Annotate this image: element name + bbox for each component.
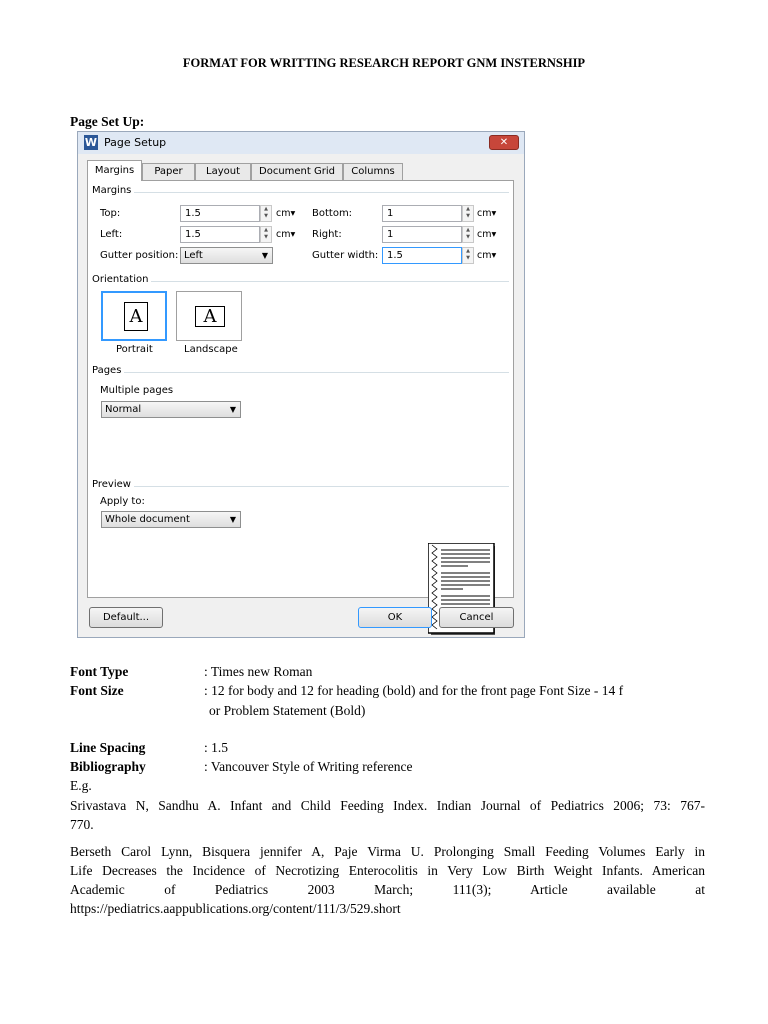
margins-panel xyxy=(87,180,514,598)
orientation-group-line xyxy=(92,281,509,282)
gutter-unit[interactable]: cm▾ xyxy=(477,250,497,261)
spec-value: : Times new Roman xyxy=(204,664,313,679)
landscape-page-icon: A xyxy=(195,306,225,327)
reference-line: 770. xyxy=(70,817,94,832)
left-label: Left: xyxy=(100,229,123,240)
default-button[interactable]: Default... xyxy=(89,607,163,628)
dialog-title: Page Setup xyxy=(104,136,167,149)
gutter-width-label: Gutter width: xyxy=(312,250,379,261)
spec-key: Line Spacing xyxy=(70,740,146,755)
reference-2 xyxy=(70,842,705,918)
tab-columns[interactable]: Columns xyxy=(343,163,403,180)
tab-document-grid[interactable]: Document Grid xyxy=(251,163,343,180)
multiple-pages-label: Multiple pages xyxy=(100,385,174,396)
pages-group-line xyxy=(92,372,509,373)
right-unit[interactable]: cm▾ xyxy=(477,229,497,240)
reference-line: Berseth Carol Lynn, Bisquera jennifer A, Paje Virma U. Prolonging Small Feeding Volumes Early in xyxy=(70,844,705,859)
tab-margins[interactable]: Margins xyxy=(87,160,142,181)
top-margin-spinner[interactable]: ▲ ▼ xyxy=(260,205,272,222)
left-unit[interactable]: cm▾ xyxy=(276,229,296,240)
portrait-page-icon: A xyxy=(124,302,148,331)
close-button[interactable] xyxy=(489,135,519,150)
reference-line: https://pediatrics.aappublications.org/content/111/3/529.short xyxy=(70,901,401,916)
landscape-option[interactable] xyxy=(176,291,242,341)
spec-value: : Vancouver Style of Writing reference xyxy=(204,759,413,774)
bottom-margin-spinner[interactable]: ▲ ▼ xyxy=(462,205,474,222)
multiple-pages-select[interactable]: Normal ▼ xyxy=(101,401,241,418)
reference-line: Academic of Pediatrics 2003 March; 111(3); Article available at xyxy=(70,882,705,897)
chevron-down-icon: ▼ xyxy=(229,515,236,524)
gutter-width-spinner[interactable]: ▲ ▼ xyxy=(462,247,474,264)
spec-value: : 1.5 xyxy=(204,740,229,755)
bottom-label: Bottom: xyxy=(312,208,353,219)
apply-to-select[interactable]: Whole document ▼ xyxy=(101,511,241,528)
portrait-label[interactable]: Portrait xyxy=(116,344,153,355)
preview-group-line xyxy=(92,486,509,487)
gutter-position-select[interactable]: Left ▼ xyxy=(180,247,273,264)
cancel-button[interactable]: Cancel xyxy=(439,607,514,628)
bottom-margin-input[interactable]: 1 xyxy=(382,205,462,222)
right-label: Right: xyxy=(312,229,342,240)
reference-1 xyxy=(70,796,705,834)
spec-key: Font Type xyxy=(70,664,129,679)
spec-value-continued: or Problem Statement (Bold) xyxy=(209,703,366,718)
portrait-option[interactable] xyxy=(101,291,167,341)
top-unit[interactable]: cm▾ xyxy=(276,208,296,219)
left-margin-spinner[interactable]: ▲ ▼ xyxy=(260,226,272,243)
pages-group-title: Pages xyxy=(92,365,124,376)
top-margin-input[interactable]: 1.5 xyxy=(180,205,260,222)
apply-to-label: Apply to: xyxy=(100,496,145,507)
close-icon: ✕ xyxy=(499,137,509,148)
spec-key: Font Size xyxy=(70,683,124,698)
reference-line: Srivastava N, Sandhu A. Infant and Child Feeding Index. Indian Journal of Pediatrics 2006; 73: 767- xyxy=(70,798,705,813)
dialog-titlebar[interactable] xyxy=(78,132,524,154)
orientation-group-title: Orientation xyxy=(92,274,151,285)
ok-button[interactable]: OK xyxy=(358,607,432,628)
reference-line: Life Decreases the Incidence of Necrotizing Enterocolitis in Very Low Birth Weight Infants. American xyxy=(70,863,705,878)
document-title: FORMAT FOR WRITTING RESEARCH REPORT GNM INSTERNSHIP xyxy=(182,56,586,70)
landscape-label[interactable]: Landscape xyxy=(184,344,238,355)
preview-group-title: Preview xyxy=(92,479,134,490)
top-label: Top: xyxy=(100,208,121,219)
chevron-down-icon: ▼ xyxy=(261,251,268,260)
word-app-icon: W xyxy=(84,136,98,149)
right-margin-spinner[interactable]: ▲ ▼ xyxy=(462,226,474,243)
left-margin-input[interactable]: 1.5 xyxy=(180,226,260,243)
page-setup-heading: Page Set Up: xyxy=(70,114,145,129)
margins-group-title: Margins xyxy=(92,185,134,196)
chevron-down-icon: ▼ xyxy=(229,405,236,414)
right-margin-input[interactable]: 1 xyxy=(382,226,462,243)
gutter-width-input[interactable]: 1.5 xyxy=(382,247,462,264)
spec-value: : 12 for body and 12 for heading (bold) and for the front page Font Size - 14 f xyxy=(204,683,624,698)
example-label: E.g. xyxy=(70,778,92,793)
gutter-position-label: Gutter position: xyxy=(100,250,179,261)
tab-paper[interactable]: Paper xyxy=(142,163,195,180)
tab-layout[interactable]: Layout xyxy=(195,163,251,180)
spec-key: Bibliography xyxy=(70,759,146,774)
margins-group-line xyxy=(92,192,509,193)
bottom-unit[interactable]: cm▾ xyxy=(477,208,497,219)
page-setup-dialog xyxy=(77,131,525,638)
